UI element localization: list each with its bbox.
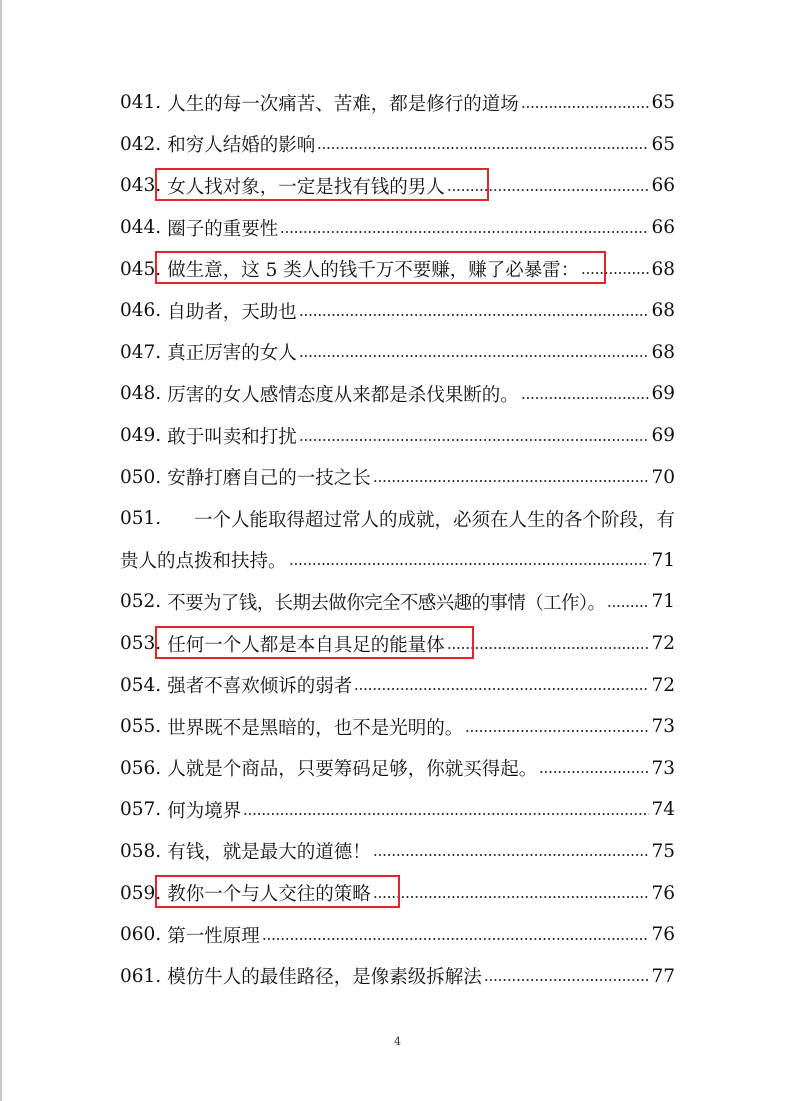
entry-title: 人就是个商品，只要筹码足够，你就买得起。	[167, 759, 538, 781]
dot-leader	[354, 680, 649, 699]
entry-page: 73	[651, 757, 675, 779]
entry-page: 76	[651, 882, 675, 904]
toc-entry-052[interactable]	[120, 581, 675, 623]
entry-number: 056.	[120, 757, 162, 779]
entry-number: 047.	[120, 341, 162, 363]
entry-title: 圈子的重要性	[167, 218, 279, 240]
highlight-box	[155, 168, 489, 201]
entry-number: 051.	[120, 508, 162, 530]
entry-page: 77	[651, 965, 675, 987]
toc-entry-043[interactable]	[120, 165, 675, 207]
toc-entry-045[interactable]	[120, 248, 675, 290]
entry-page: 71	[651, 591, 675, 613]
entry-title: 人生的每一次痛苦、苦难，都是修行的道场	[167, 93, 519, 115]
toc-entry-061[interactable]	[120, 955, 675, 997]
entry-title: 不要为了钱，长期去做你完全不感兴趣的事情（工作）。	[167, 592, 606, 614]
entry-number: 057.	[120, 799, 162, 821]
entry-number: 060.	[120, 924, 162, 946]
entry-number: 050.	[120, 466, 162, 488]
entry-page: 70	[651, 466, 675, 488]
entry-page: 71	[651, 549, 675, 571]
entry-number: 042.	[120, 133, 162, 155]
dot-leader	[280, 222, 649, 241]
toc-entry-055[interactable]	[120, 706, 675, 748]
entry-number: 044.	[120, 217, 162, 239]
entry-page: 68	[651, 300, 675, 322]
dot-leader	[262, 929, 650, 948]
page-number: 4	[394, 1035, 401, 1048]
dot-leader	[289, 555, 650, 574]
entry-number: 059.	[120, 882, 162, 904]
dot-leader	[484, 971, 650, 990]
toc-entry-051[interactable]	[120, 498, 675, 540]
entry-number: 058.	[120, 840, 162, 862]
entry-number: 043.	[120, 175, 162, 197]
entry-title-continued: 贵人的点拨和扶持。	[120, 551, 287, 573]
toc-entry-058[interactable]	[120, 831, 675, 873]
entry-page: 72	[651, 674, 675, 696]
entry-number: 055.	[120, 716, 162, 738]
toc-entry-051-continued[interactable]	[120, 540, 675, 582]
entry-number: 041.	[120, 92, 162, 114]
dot-leader	[299, 306, 650, 325]
toc-entry-053[interactable]	[120, 623, 675, 665]
dot-leader	[607, 597, 649, 616]
entry-title: 任何一个人都是本自具足的能量体	[167, 634, 445, 656]
entry-number: 045.	[120, 258, 162, 280]
dot-leader	[243, 805, 649, 824]
highlight-box	[155, 251, 606, 284]
toc-entry-046[interactable]	[120, 290, 675, 332]
dot-leader	[373, 846, 650, 865]
dot-leader	[373, 472, 650, 491]
toc-entry-044[interactable]	[120, 207, 675, 249]
entry-title: 敢于叫卖和打扰	[167, 426, 297, 448]
table-of-contents	[120, 82, 675, 997]
dot-leader	[539, 763, 649, 782]
dot-leader	[465, 721, 649, 740]
entry-page: 65	[651, 133, 675, 155]
entry-page: 68	[651, 258, 675, 280]
page-edge	[0, 0, 2, 1101]
toc-entry-041[interactable]	[120, 82, 675, 124]
entry-number: 061.	[120, 965, 162, 987]
entry-number: 052.	[120, 591, 162, 613]
entry-page: 73	[651, 716, 675, 738]
entry-page: 66	[651, 175, 675, 197]
entry-title: 做生意，这 5 类人的钱千万不要赚，赚了必暴雷：	[167, 260, 580, 282]
entry-title: 世界既不是黑暗的，也不是光明的。	[167, 717, 464, 739]
dot-leader	[299, 430, 650, 449]
entry-page: 72	[651, 633, 675, 655]
entry-title: 何为境界	[167, 800, 242, 822]
toc-entry-049[interactable]	[120, 415, 675, 457]
entry-page: 65	[651, 92, 675, 114]
entry-title: 安静打磨自己的一技之长	[167, 468, 371, 490]
entry-number: 053.	[120, 633, 162, 655]
entry-number: 054.	[120, 674, 162, 696]
entry-title: 教你一个与人交往的策略	[167, 884, 371, 906]
entry-title: 一个人能取得超过常人的成就，必须在人生的各个阶段，有	[193, 509, 675, 531]
toc-entry-047[interactable]	[120, 332, 675, 374]
entry-page: 76	[651, 924, 675, 946]
entry-page: 69	[651, 383, 675, 405]
dot-leader	[373, 888, 650, 907]
entry-number: 046.	[120, 300, 162, 322]
toc-entry-056[interactable]	[120, 748, 675, 790]
entry-page: 69	[651, 425, 675, 447]
entry-title: 有钱，就是最大的道德！	[167, 842, 371, 864]
entry-number: 048.	[120, 383, 162, 405]
toc-entry-057[interactable]	[120, 789, 675, 831]
dot-leader	[447, 638, 650, 657]
entry-title: 模仿牛人的最佳路径，是像素级拆解法	[167, 967, 482, 989]
toc-entry-050[interactable]	[120, 456, 675, 498]
entry-title: 强者不喜欢倾诉的弱者	[167, 676, 353, 698]
entry-page: 68	[651, 341, 675, 363]
toc-entry-060[interactable]	[120, 914, 675, 956]
dot-leader	[299, 347, 650, 366]
toc-entry-054[interactable]	[120, 664, 675, 706]
entry-title: 女人找对象，一定是找有钱的男人	[167, 176, 445, 198]
entry-page: 75	[651, 840, 675, 862]
dot-leader	[521, 98, 650, 117]
entry-title: 自助者，天助也	[167, 301, 297, 323]
entry-title: 和穷人结婚的影响	[167, 135, 316, 157]
dot-leader	[521, 389, 650, 408]
entry-title: 第一性原理	[167, 925, 260, 947]
highlight-box	[155, 875, 400, 908]
entry-title: 真正厉害的女人	[167, 343, 297, 365]
highlight-box	[155, 626, 474, 659]
entry-number: 049.	[120, 425, 162, 447]
entry-page: 74	[651, 799, 675, 821]
entry-page: 66	[651, 217, 675, 239]
toc-entry-042[interactable]	[120, 124, 675, 166]
dot-leader	[317, 139, 649, 158]
toc-entry-059[interactable]	[120, 872, 675, 914]
entry-title: 厉害的女人感情态度从来都是杀伐果断的。	[167, 384, 519, 406]
toc-entry-048[interactable]	[120, 373, 675, 415]
